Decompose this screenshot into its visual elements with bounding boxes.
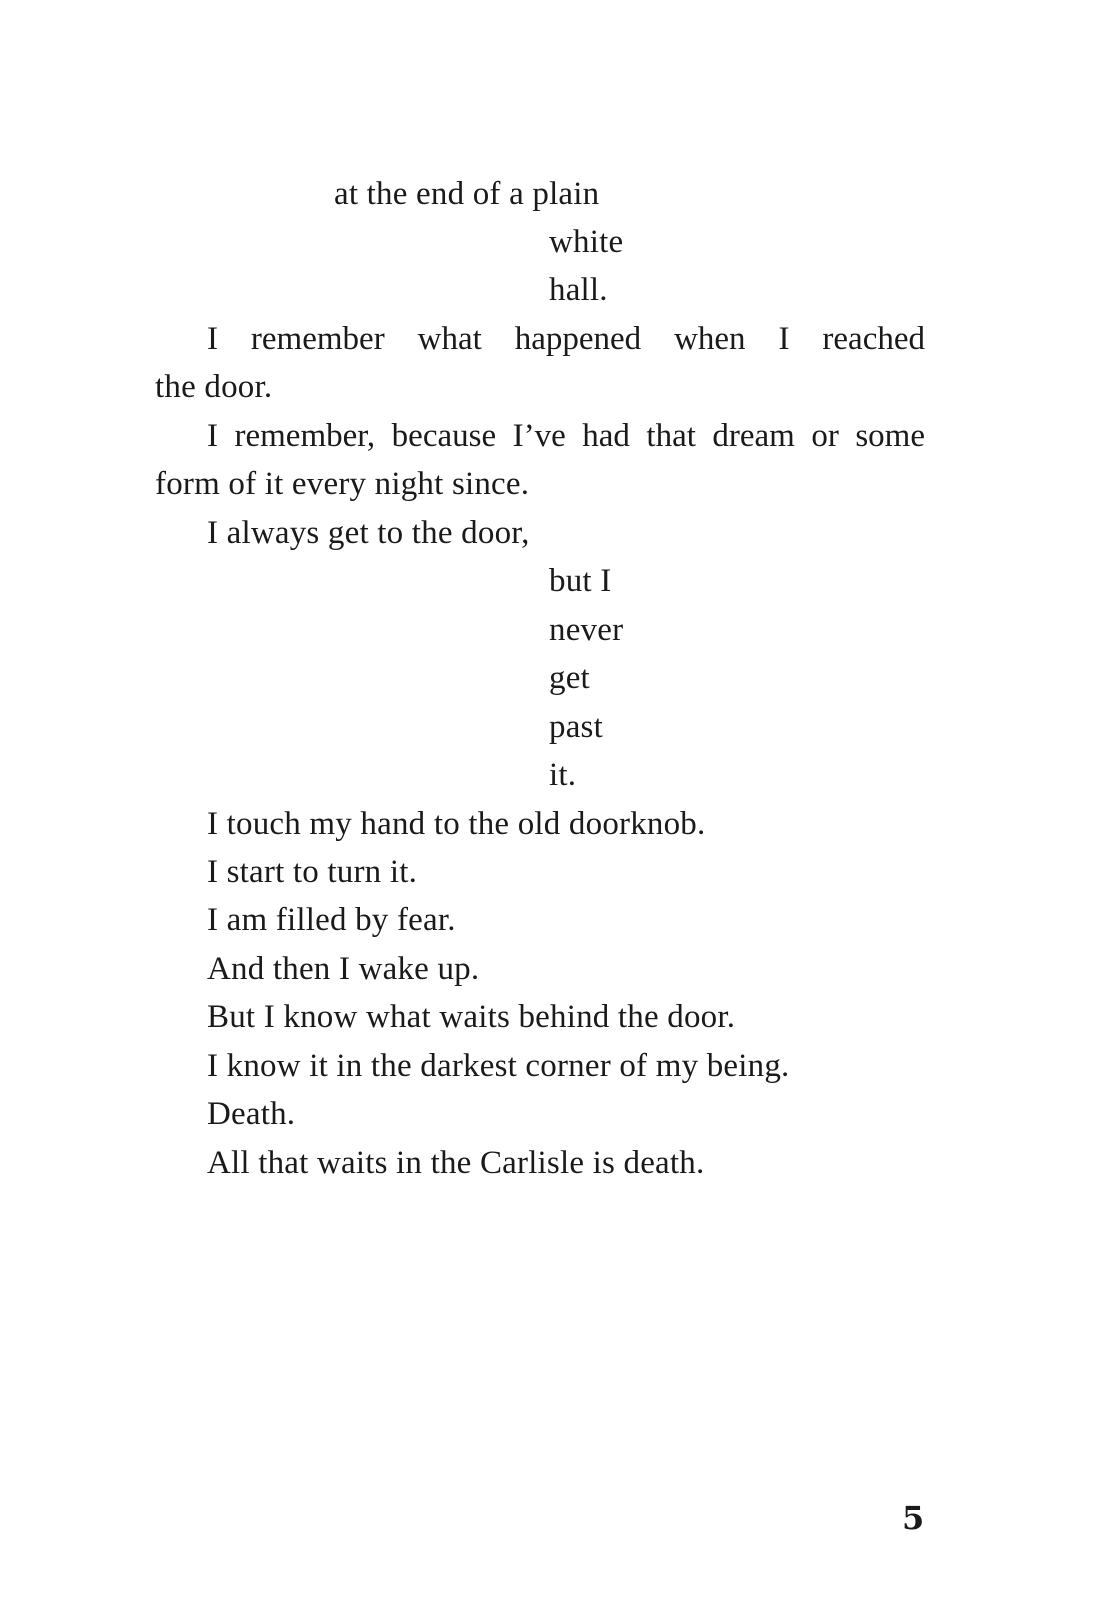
text-line: But I know what waits behind the door. <box>207 999 736 1035</box>
text-line: but I <box>549 563 612 599</box>
text-line: white <box>549 224 624 260</box>
text-line: I start to turn it. <box>207 854 418 890</box>
text-line: past <box>549 709 603 745</box>
text-line: never <box>549 612 624 648</box>
text-line: And then I wake up. <box>207 951 480 987</box>
text-line: Death. <box>207 1096 296 1132</box>
text-line: hall. <box>549 272 608 308</box>
text-line: at the end of a plain <box>334 176 600 212</box>
text-line: the door. <box>155 369 273 405</box>
text-line: I know it in the darkest corner of my being. <box>207 1048 790 1084</box>
text-line: I remember, because I’ve had that dream or some <box>207 418 925 454</box>
text-line: I am filled by fear. <box>207 902 456 938</box>
text-line: I always get to the door, <box>207 515 530 551</box>
text-line: All that waits in the Carlisle is death. <box>207 1145 705 1181</box>
text-line: form of it every night since. <box>155 466 530 502</box>
text-line: get <box>549 660 590 696</box>
text-line: it. <box>549 757 577 793</box>
text-line: I touch my hand to the old doorknob. <box>207 806 706 842</box>
page-number: 5 <box>902 1499 925 1537</box>
text-line: I remember what happened when I reached <box>207 321 925 357</box>
